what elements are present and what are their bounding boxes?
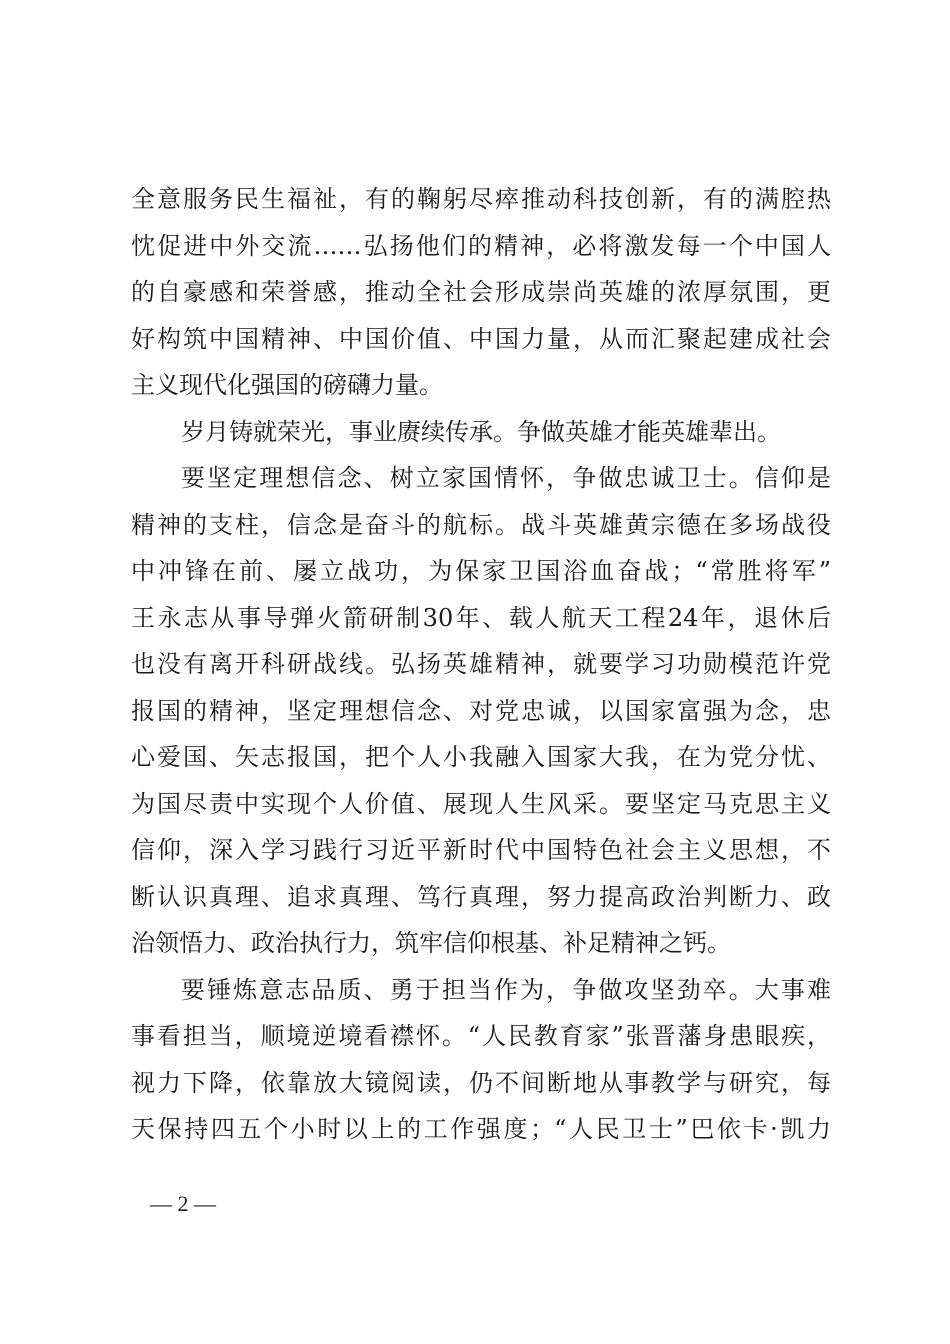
body-text	[131, 176, 831, 1153]
text-line: 视力下降，依靠放大镜阅读，仍不间断地从事教学与研究，每	[131, 1068, 831, 1097]
text-line: 精神的支柱，信念是奋斗的航标。战斗英雄黄宗德在多场战役	[131, 510, 831, 539]
text-line: 事看担当，顺境逆境看襟怀。“人民教育家”张晋藩身患眼疾，	[131, 1022, 831, 1050]
text-line: 的自豪感和荣誉感，推动全社会形成崇尚英雄的浓厚氛围，更	[131, 278, 831, 306]
page-number: — 2 —	[150, 1191, 216, 1216]
text-line: 主义现代化强国的磅礴力量。	[131, 371, 443, 399]
text-line: 中冲锋在前、屡立战功，为保家卫国浴血奋战；“常胜将军”	[131, 557, 831, 585]
text-line: 信仰，深入学习践行习近平新时代中国特色社会主义思想，不	[131, 836, 831, 864]
text-line: 要锤炼意志品质、勇于担当作为，争做攻坚劲卒。大事难	[181, 975, 831, 1004]
text-line: 天保持四五个小时以上的工作强度；“人民卫士”巴依卡·凯力	[131, 1115, 831, 1143]
text-line: 王永志从事导弹火箭研制30年、载人航天工程24年，退休后	[131, 603, 831, 632]
text-line: 全意服务民生福祉，有的鞠躬尽瘁推动科技创新，有的满腔热	[131, 185, 831, 213]
text-line: 也没有离开科研战线。弘扬英雄精神，就要学习功勋模范许党	[131, 650, 831, 678]
text-line: 报国的精神，坚定理想信念、对党忠诚，以国家富强为念，忠	[131, 696, 831, 725]
text-line: 要坚定理想信念、树立家国情怀，争做忠诚卫士。信仰是	[181, 464, 831, 492]
text-line: 心爱国、矢志报国，把个人小我融入国家大我，在为党分忧、	[131, 743, 831, 771]
text-line: 好构筑中国精神、中国价值、中国力量，从而汇聚起建成社会	[131, 324, 831, 353]
text-line: 为国尽责中实现个人价值、展现人生风采。要坚定马克思主义	[131, 789, 831, 818]
text-line: 忱促进中外交流……弘扬他们的精神，必将激发每一个中国人	[131, 231, 831, 260]
text-line: 断认识真理、追求真理、笃行真理，努力提高政治判断力、政	[131, 882, 831, 911]
text-line: 治领悟力、政治执行力，筑牢信仰根基、补足精神之钙。	[131, 929, 731, 957]
text-line: 岁月铸就荣光，事业赓续传承。争做英雄才能英雄辈出。	[181, 417, 781, 446]
